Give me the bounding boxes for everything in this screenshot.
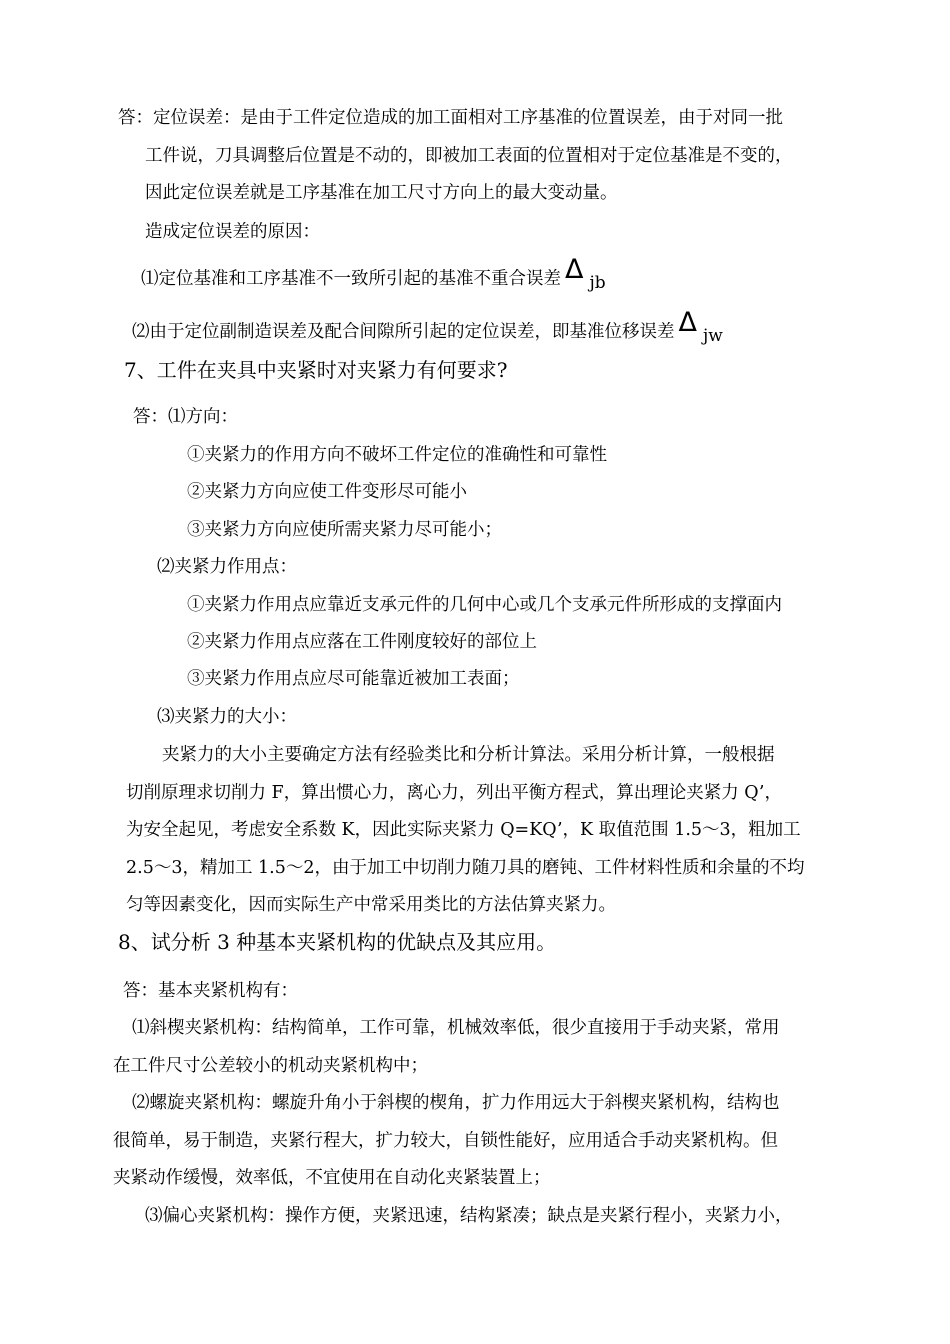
answer-7-line-4: ③夹紧力方向应使所需夹紧力尽可能小； bbox=[187, 520, 502, 540]
answer-7-line-2: ①夹紧力的作用方向不破坏工件定位的准确性和可靠性 bbox=[187, 445, 607, 465]
answer-7-line-7: ②夹紧力作用点应落在工件刚度较好的部位上 bbox=[187, 632, 537, 652]
cause-1-text: ⑴定位基准和工序基准不一致所引起的基准不重合误差 bbox=[141, 269, 561, 289]
question-7-heading: 7、工件在夹具中夹紧时对夹紧力有何要求? bbox=[124, 358, 508, 382]
answer-6-line-3: 因此定位误差就是工序基准在加工尺寸方向上的最大变动量。 bbox=[145, 183, 618, 203]
answer-7-line-8: ③夹紧力作用点应尽可能靠近被加工表面； bbox=[187, 669, 520, 689]
cause-2-text: ⑵由于定位副制造误差及配合间隙所引起的定位误差，即基准位移误差 bbox=[132, 322, 675, 342]
answer-7-line-9: ⑶夹紧力的大小： bbox=[157, 707, 297, 727]
answer-6-line-4: 造成定位误差的原因： bbox=[145, 222, 320, 242]
answer-7-line-13: 2.5～3，精加工 1.5～2，由于加工中切削力随刀具的磨钝、工件材料性质和余量的不均 bbox=[126, 858, 805, 878]
answer-8-line-5: 很简单，易于制造，夹紧行程大，扩力较大，自锁性能好，应用适合手动夹紧机构。但 bbox=[113, 1131, 778, 1151]
answer-8-line-4: ⑵螺旋夹紧机构：螺旋升角小于斜楔的楔角，扩力作用远大于斜楔夹紧机构，结构也 bbox=[132, 1093, 780, 1113]
answer-7-line-10: 夹紧力的大小主要确定方法有经验类比和分析计算法。采用分析计算，一般根据 bbox=[162, 745, 775, 765]
delta-symbol: Δ bbox=[565, 254, 584, 285]
answer-7-line-6: ①夹紧力作用点应靠近支承元件的几何中心或几个支承元件所形成的支撑面内 bbox=[187, 595, 782, 615]
answer-7-line-3: ②夹紧力方向应使工件变形尽可能小 bbox=[187, 482, 467, 502]
answer-8-line-7: ⑶偏心夹紧机构：操作方便，夹紧迅速，结构紧凑；缺点是夹紧行程小，夹紧力小， bbox=[145, 1206, 793, 1226]
delta-symbol: Δ bbox=[678, 307, 697, 338]
answer-7-line-5: ⑵夹紧力作用点： bbox=[157, 557, 297, 577]
answer-8-line-3: 在工件尺寸公差较小的机动夹紧机构中； bbox=[113, 1056, 428, 1076]
answer-6-line-2: 工件说，刀具调整后位置是不动的，即被加工表面的位置相对于定位基准是不变的， bbox=[145, 146, 793, 166]
answer-8-line-6: 夹紧动作缓慢，效率低，不宜使用在自动化夹紧装置上； bbox=[113, 1168, 551, 1188]
answer-7-line-11: 切削原理求切削力 F，算出惯心力，离心力，列出平衡方程式，算出理论夹紧力 Q’， bbox=[126, 783, 782, 803]
delta-subscript: jw bbox=[702, 326, 723, 346]
answer-8-line-2: ⑴斜楔夹紧机构：结构简单，工作可靠，机械效率低，很少直接用于手动夹紧，常用 bbox=[132, 1018, 780, 1038]
question-8-heading: 8、试分析 3 种基本夹紧机构的优缺点及其应用。 bbox=[118, 930, 557, 954]
answer-7-line-14: 匀等因素变化，因而实际生产中常采用类比的方法估算夹紧力。 bbox=[126, 895, 616, 915]
answer-6-cause-2 bbox=[132, 307, 723, 346]
delta-subscript: jb bbox=[589, 273, 606, 293]
answer-8-line-1: 答：基本夹紧机构有： bbox=[123, 981, 298, 1001]
answer-7-line-12: 为安全起见，考虑安全系数 K，因此实际夹紧力 Q=KQ’，K 取值范围 1.5～3，粗加工 bbox=[126, 820, 801, 840]
answer-6-cause-1 bbox=[141, 254, 606, 293]
answer-6-line-1: 答：定位误差：是由于工件定位造成的加工面相对工序基准的位置误差，由于对同一批 bbox=[118, 108, 783, 128]
answer-7-line-1: 答：⑴方向： bbox=[133, 407, 238, 427]
